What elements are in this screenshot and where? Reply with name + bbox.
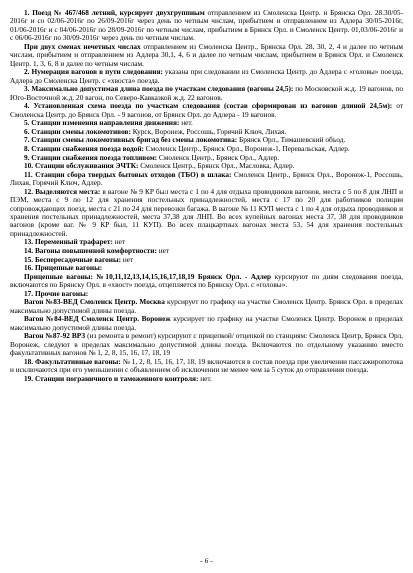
item-1-sub-text: отправлением из Смоленска Центр., Брянска Орл. 28, 30, 2, 4 и далее по четным числам, прибытием и отправлением из Адлера 30,1, 4, 6 и далее по четным числам, прибытием в Брянск Орл. и Смоленск Центр. 1, 3, 6, 8 и далее по четным числам. (10, 41, 403, 68)
item-19-heading: 19. Станции пограничного и таможенного контроля: (24, 373, 199, 383)
item-10-text: Смоленск Центр., Брянск Орл., Масловка, Адлер. (138, 161, 295, 171)
item-16-heading: 16. Прицепные вагоны: (24, 263, 103, 273)
item-7-heading: 7. Станции смены локомотивных бригад без смены локомотива: (24, 135, 238, 145)
item-17-b-heading: Вагон №84-ВЕД Смоленск Центр. Воронеж (24, 314, 171, 324)
item-19-text: нет. (198, 373, 212, 383)
item-17-c (10, 332, 403, 357)
item-10-heading: 10. Станции обслуживания ЭЧТК: (24, 161, 139, 171)
item-8-heading: 8. Станции снабжения поезда водой: (24, 144, 144, 153)
item-7-text: Брянск Орл., Тимашевский объод. (237, 135, 346, 145)
item-3 (10, 85, 403, 102)
document-page (10, 9, 403, 383)
item-2 (10, 68, 403, 85)
item-17-a-heading: Вагон №83-ВЕД Смоленск Центр. Москва (24, 297, 165, 307)
item-12 (10, 188, 403, 238)
item-17-a (10, 298, 403, 315)
item-12-heading: 12. Выделяются места: (24, 186, 101, 196)
item-1 (10, 9, 403, 43)
item-13-text: нет (112, 237, 126, 247)
item-9-text: Смоленск Центр., Брянск Орл., Адлер. (157, 152, 280, 162)
item-5-heading: 5. Станции изменения направления движения: (24, 118, 180, 128)
item-11-heading: 11. Станции сбора твердых бытовых отходов (ТБО) в шлака: (24, 169, 232, 179)
item-1-heading: 1. Поезд № 467/468 летний, курсирует двухгруппным (24, 8, 205, 17)
item-2-heading: 2. Нумерация вагонов в пути следования: (24, 67, 163, 77)
item-14-text: нет (156, 246, 170, 255)
item-11 (10, 171, 403, 188)
item-1-text: отправлением из Смоленска Центр. и Брянска Орл. 28.30/05-2016г и со 02/06-2016г по 26/09-2016г через день по четным числам, прибытием и отправлением из Адлера 30/05-2016г, 01/06-2016г и с 04/06-2016г по 28/09-2016г по четным числам, прибытием в Брянск Орл. и Смоленск Центр. 01,03/06-2016г и с 06/06-2016г по 30/09-2016г через день по четным числам. (10, 8, 403, 43)
item-17-heading: 17. Прочие вагоны: (24, 288, 89, 298)
item-18-heading: 18. Факультативные вагоны: (24, 356, 121, 366)
item-17-b (10, 315, 403, 332)
item-4-heading: 4. Установленная схема поезда по участкам следования (состав сформирован из вагонов длиной 24,5м): (24, 101, 393, 111)
item-6-heading: 6. Станции смены локомотивов: (24, 126, 131, 136)
item-12-text: в вагоне № 9 КР был места с 1 по 4 для отдыха проводников вагонов, места с 5 по 8 для ЛНП и ПЭМ, места с 9 по 12 для хранения постельных принадлежностей, места с 17 по 20 для работников полиции сопровождающих поезд, места с 21 по 24 для перевозки багажа. В вагоне № 11 КУП места с 1 по 4 для отдыха проводников и хранения постельных принадлежностей, места 37,38 для ЛНП. Во всех купейных вагонах места 37, 38 для проводников вагонов (кроме ваг. № 9 КР был, 11 КУП). Во всех плацкартных вагонах места 53, 54 для хранения постельных принадлежностей. (10, 186, 404, 238)
item-17-c-text: (из ремонта в ремонт) курсируют с прицепкой/ отцепкой по станциям: Смоленск Центр, Брянск Орл, Воронеж, следуют в пределах максимально допустимой длины поезда. Включаются по отдельному указанию вместо факультативных вагонов № 1, 2, 8, 15, 16, 17, 18, 19 (10, 331, 403, 358)
item-18 (10, 358, 403, 375)
item-16-detail-text: курсируют по дням следования поезда, включаются по Брянску Орл. в «хвост» поезда, отцепляется по Брянску Орл. с «головы». (10, 271, 404, 290)
item-4 (10, 102, 403, 119)
item-13-heading: 13. Переменный трафарет: (24, 237, 113, 247)
item-3-text: по Московской ж.д. 19 вагонов, по Юго-Восточной ж.д. 20 вагон, по Северо-Кавказкой ж.д. 22 вагонов. (10, 84, 403, 102)
item-17-c-heading: Вагон №87-92 ВРЗ (24, 331, 86, 341)
item-6-text: Курск, Воронеж, Россошь, Горячий Ключ, Лихая. (130, 126, 287, 136)
item-5-text: нет. (179, 118, 193, 128)
item-9-heading: 9. Станции снабжения поезда топливом: (24, 152, 158, 162)
item-15-text: нет (121, 254, 134, 264)
item-11-text: Смоленск Центр., Брянск Орл., Воронеж-1, Россошь, Лихая, Горячий Ключ, Адлер. (10, 169, 403, 188)
item-4-text: от Смоленска Центр. до Брянск Орл. - 9 вагонов, от Брянск Орл. до Адлера - 19 вагонов. (10, 101, 403, 119)
item-8-text: Смоленск Центр., Брянск Орл., Воронеж-1, Перевальская, Адлер. (143, 144, 350, 153)
item-18-text: № 1, 2, 8, 15, 16, 17, 18, 19 включаются в состав поезда при увеличении пассажиропотока и исключаются при его уменьшении с объявлением об исключении не менее чем за 5 суток до отправления поезда. (10, 356, 403, 375)
item-2-text: указана при следовании из Смоленска Центр. до Адлера с «головы» поезда, Адлера до Смоленска Центр. с «хвоста» поезда. (10, 67, 403, 85)
item-19 (10, 375, 403, 383)
item-16-detail (10, 273, 403, 290)
page-number: - 6 - (200, 556, 213, 565)
item-14-heading: 14. Вагоны повышенной комфортности: (24, 246, 157, 255)
item-17-b-text: курсирует по графику на участке Смоленск Центр. Воронеж в пределах максимально допустимой длины поезда. (10, 314, 403, 332)
item-15-heading: 15. Беспересадочные вагоны: (24, 254, 122, 264)
item-16-detail-heading: Прицепные вагоны: №10,11,12,13,14,15,16,17,18,19 Брянск Орл. - Адлер (24, 271, 272, 281)
item-17-a-text: курсирует по графику на участке Смоленск Центр. Брянск Орл. в пределах максимально допустимой длины поезда. (10, 297, 403, 315)
item-3-heading: 3. Максимально допустимая длина поезда по участкам следования (вагоны 24,5): (24, 84, 294, 94)
item-1-sub-heading: При двух сменах нечетных числах (24, 41, 141, 51)
item-1-sub (10, 43, 403, 68)
